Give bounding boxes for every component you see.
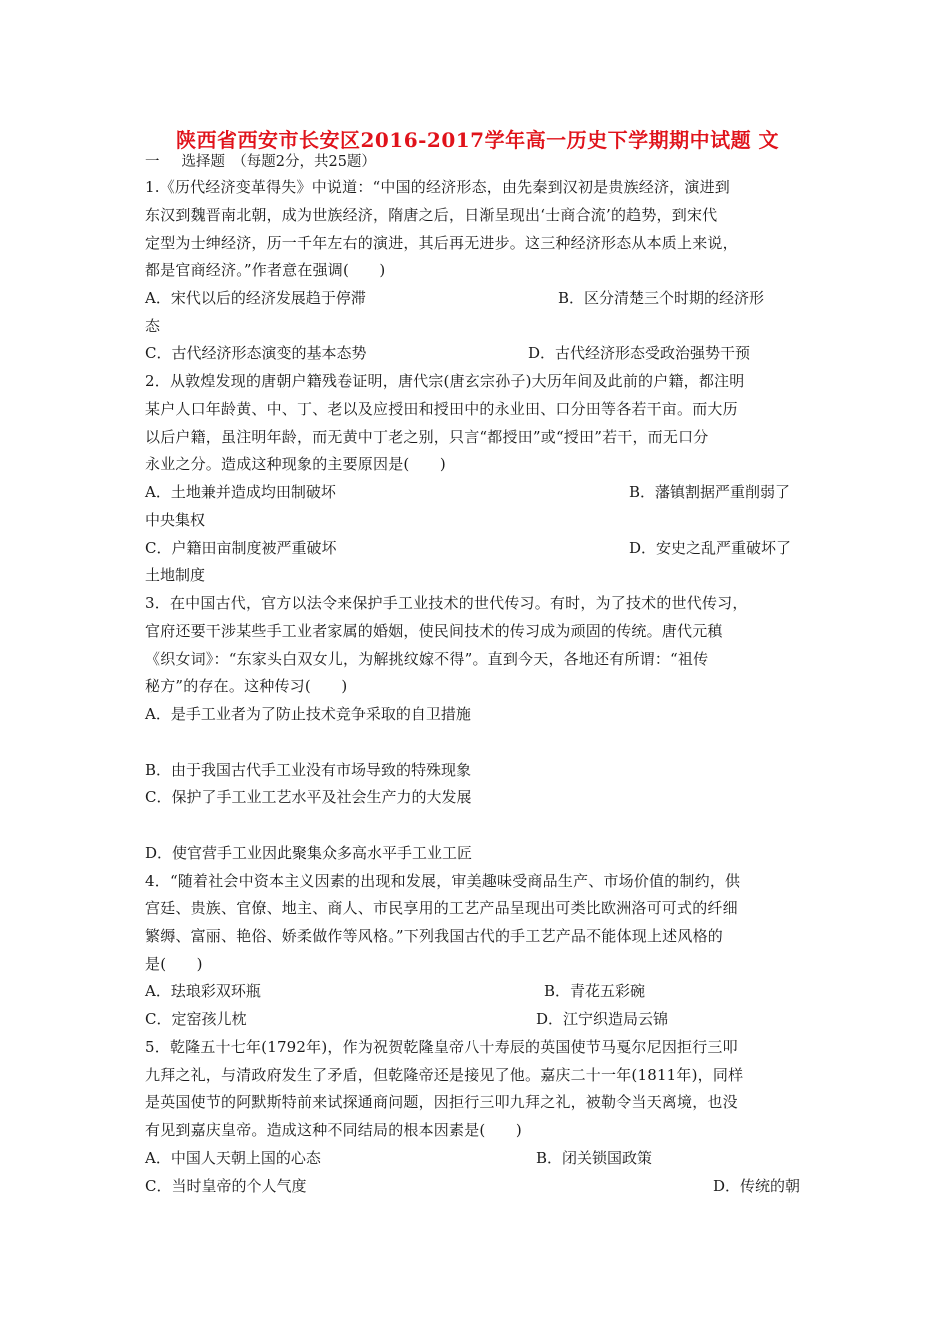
q2-option-c: C．户籍田亩制度被严重破坏 (145, 539, 337, 557)
q1-option-b: B．区分清楚三个时期的经济形 (558, 289, 765, 307)
q2-option-b: B．藩镇割据严重削弱了 (629, 483, 791, 501)
q3-text-line: 3．在中国古代，官方以法令来保护手工业技术的世代传习。有时，为了技术的世代传习， (145, 594, 748, 612)
q2-text-line: 某户人口年龄黄、中、丁、老以及应授田和授田中的永业田、口分田等各若干亩。而大历 (145, 400, 738, 418)
q5-text-line: 是英国使节的阿默斯特前来试探通商问题，因拒行三叩九拜之礼，被勒令当天离境，也没 (145, 1093, 738, 1111)
q1-text-line: 1.《历代经济变革得失》中说道：“中国的经济形态，由先秦到汉初是贵族经济，演进到 (145, 178, 730, 196)
q3-text-line: 官府还要干涉某些手工业者家属的婚姻，使民间技术的传习成为顽固的传统。唐代元稹 (145, 622, 723, 640)
q4-option-b: B．青花五彩碗 (544, 982, 646, 1000)
q4-text-line: 是( ) (145, 955, 203, 973)
q5-option-c: C．当时皇帝的个人气度 (145, 1177, 307, 1195)
section-heading (145, 150, 376, 171)
q2-option-a: A．土地兼并造成均田制破坏 (145, 483, 336, 501)
q3-text-line: 《织女词》：“东家头白双女儿，为解挑纹嫁不得”。直到今天，各地还有所谓：“祖传 (145, 650, 709, 668)
q5-text-line: 九拜之礼，与清政府发生了矛盾，但乾隆帝还是接见了他。嘉庆二十一年(1811年)，同样 (145, 1066, 744, 1084)
page-title: 陕西省西安市长安区2016-2017学年高一历史下学期期中试题 文 (175, 128, 780, 152)
q3-option-b: B．由于我国古代手工业没有市场导致的特殊现象 (145, 761, 472, 779)
q3-option-d: D．使官营手工业因此聚集众多高水平手工业工匠 (145, 844, 473, 862)
q1-text-line: 都是官商经济。”作者意在强调( ) (145, 261, 386, 279)
q1-option-c: C．古代经济形态演变的基本态势 (145, 344, 367, 362)
q5-option-a: A．中国人天朝上国的心态 (145, 1149, 321, 1167)
q3-text-line: 秘方”的存在。这种传习( ) (145, 677, 348, 695)
q4-text-line: 宫廷、贵族、官僚、地主、商人、市民享用的工艺产品呈现出可类比欧洲洛可可式的纤细 (145, 899, 738, 917)
q4-option-a: A．珐琅彩双环瓶 (145, 982, 261, 1000)
q2-option-d-continued: 土地制度 (145, 566, 206, 584)
q1-text-line: 定型为士绅经济，历一千年左右的演进，其后再无进步。这三种经济形态从本质上来说， (145, 234, 738, 252)
q1-option-d: D．古代经济形态受政治强势干预 (528, 344, 751, 362)
q4-option-c: C．定窑孩儿枕 (145, 1010, 247, 1028)
q2-option-b-continued: 中央集权 (145, 511, 206, 529)
q5-option-d: D．传统的朝 (713, 1177, 801, 1195)
q5-option-b: B．闭关锁国政策 (536, 1149, 653, 1167)
q2-text-line: 2．从敦煌发现的唐朝户籍残卷证明，唐代宗(唐玄宗孙子)大历年间及此前的户籍，都注明 (145, 372, 745, 390)
q2-text-line: 永业之分。造成这种现象的主要原因是( ) (145, 455, 446, 473)
q5-text-line: 5．乾隆五十七年(1792年)，作为祝贺乾隆皇帝八十寿辰的英国使节马戛尔尼因拒行三叩 (145, 1038, 738, 1056)
q5-text-line: 有见到嘉庆皇帝。造成这种不同结局的根本因素是( ) (145, 1121, 522, 1139)
q1-option-a: A．宋代以后的经济发展趋于停滞 (145, 289, 366, 307)
q3-option-c: C．保护了手工业工艺水平及社会生产力的大发展 (145, 788, 472, 806)
q4-text-line: 4．“随着社会中资本主义因素的出现和发展，审美趣味受商品生产、市场价值的制约，供 (145, 872, 741, 890)
q2-text-line: 以后户籍，虽注明年龄，而无黄中丁老之别，只言“都授田”或“授田”若干，而无口分 (145, 428, 709, 446)
q3-option-a: A．是手工业者为了防止技术竞争采取的自卫措施 (145, 705, 471, 723)
q2-option-d: D．安史之乱严重破坏了 (629, 539, 792, 557)
q1-text-line: 东汉到魏晋南北朝，成为世族经济，隋唐之后，日渐呈现出‘士商合流’的趋势，到宋代 (145, 206, 718, 224)
section-label: 选择题 （每题2分，共25题） (181, 154, 376, 170)
q4-option-d: D．江宁织造局云锦 (536, 1010, 669, 1028)
q1-option-b-continued: 态 (145, 317, 161, 335)
section-number: 一 (145, 154, 160, 170)
q4-text-line: 繁缛、富丽、艳俗、娇柔做作等风格。”下列我国古代的手工艺产品不能体现上述风格的 (145, 927, 723, 945)
